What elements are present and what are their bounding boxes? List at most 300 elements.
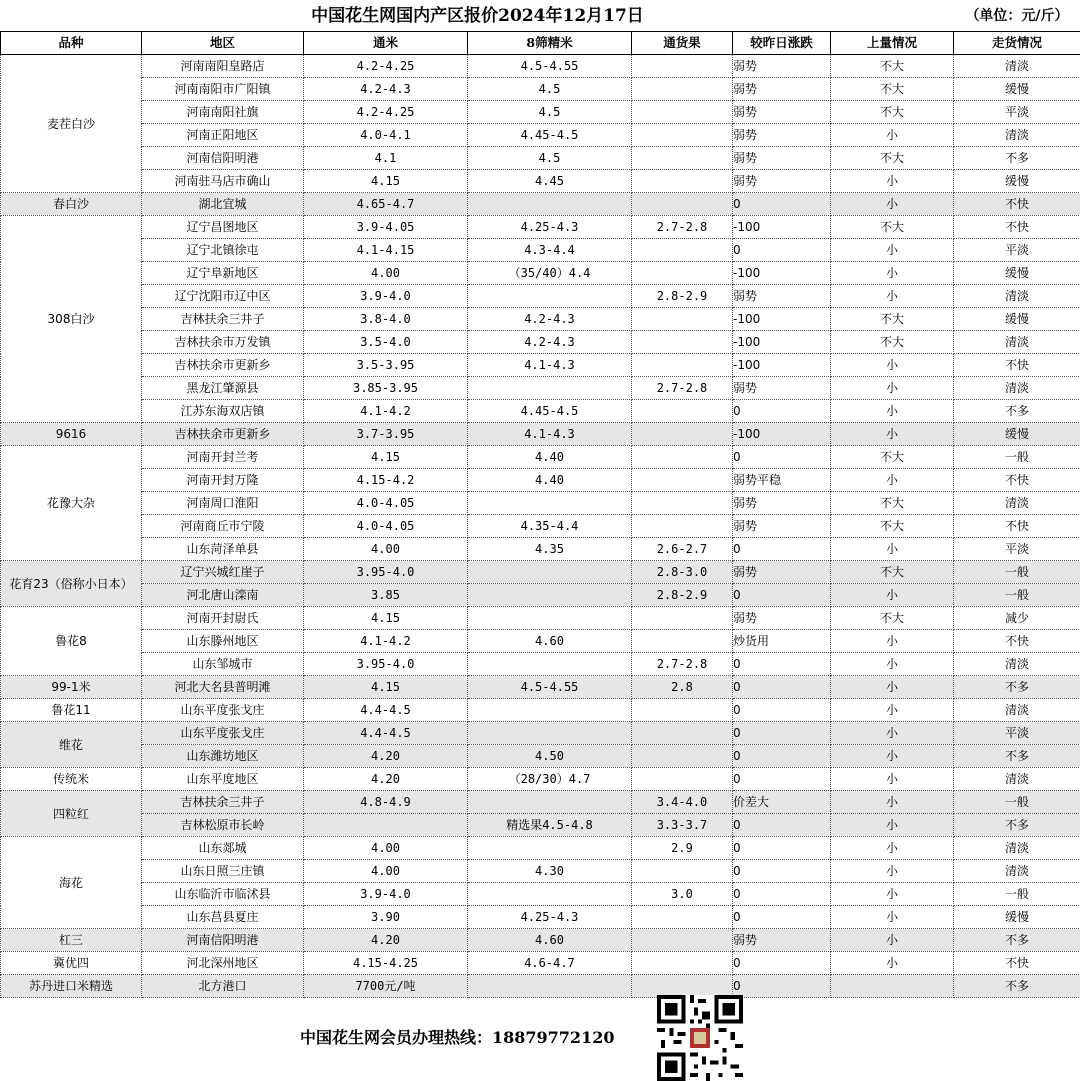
variety-cell: 花豫大杂	[1, 446, 142, 561]
region-cell: 辽宁阜新地区	[142, 262, 304, 285]
region-cell: 吉林松原市长岭	[142, 814, 304, 837]
tongmi-cell: 4.1-4.2	[304, 400, 468, 423]
demand-cell: 清淡	[954, 331, 1080, 354]
change-cell: 弱势平稳	[733, 469, 831, 492]
tongmi-cell: 4.1-4.15	[304, 239, 468, 262]
supply-cell: 不大	[831, 101, 954, 124]
8sieve-cell: 4.25-4.3	[468, 216, 632, 239]
table-row	[1, 653, 1080, 676]
8sieve-cell: 4.25-4.3	[468, 906, 632, 929]
tongmi-cell: 4.15-4.25	[304, 952, 468, 975]
table-row	[1, 377, 1080, 400]
change-cell: 0	[733, 883, 831, 906]
8sieve-cell: 4.50	[468, 745, 632, 768]
tongmi-cell: 4.2-4.25	[304, 101, 468, 124]
table-row	[1, 423, 1080, 446]
supply-cell: 不大	[831, 331, 954, 354]
change-cell: 0	[733, 193, 831, 216]
8sieve-cell: 4.2-4.3	[468, 331, 632, 354]
tongmi-cell: 4.8-4.9	[304, 791, 468, 814]
tonghuoguo-cell	[632, 423, 733, 446]
8sieve-cell	[468, 837, 632, 860]
price-table	[0, 31, 1080, 998]
change-cell: 弱势	[733, 170, 831, 193]
region-cell: 河南南阳社旗	[142, 101, 304, 124]
region-cell: 山东临沂市临沭县	[142, 883, 304, 906]
variety-cell: 苏丹进口米精选	[1, 975, 142, 998]
supply-cell: 小	[831, 239, 954, 262]
region-cell: 江苏东海双店镇	[142, 400, 304, 423]
demand-cell: 平淡	[954, 239, 1080, 262]
demand-cell: 缓慢	[954, 170, 1080, 193]
tongmi-cell: 4.20	[304, 929, 468, 952]
8sieve-cell: 4.40	[468, 446, 632, 469]
region-cell: 吉林扶余市更新乡	[142, 354, 304, 377]
demand-cell: 清淡	[954, 285, 1080, 308]
change-cell: -100	[733, 331, 831, 354]
supply-cell: 不大	[831, 78, 954, 101]
region-cell: 河南开封万隆	[142, 469, 304, 492]
table-row	[1, 584, 1080, 607]
change-cell: 0	[733, 837, 831, 860]
tongmi-cell: 3.5-4.0	[304, 331, 468, 354]
8sieve-cell: 4.5	[468, 78, 632, 101]
tongmi-cell: 3.8-4.0	[304, 308, 468, 331]
change-cell: 0	[733, 676, 831, 699]
table-row	[1, 676, 1080, 699]
region-cell: 河北大名县普明滩	[142, 676, 304, 699]
8sieve-cell: （28/30）4.7	[468, 768, 632, 791]
supply-cell: 小	[831, 400, 954, 423]
change-cell: 0	[733, 860, 831, 883]
8sieve-cell: 4.5	[468, 101, 632, 124]
change-cell: 弱势	[733, 285, 831, 308]
tongmi-cell: 4.1	[304, 147, 468, 170]
tongmi-cell: 4.4-4.5	[304, 699, 468, 722]
demand-cell: 平淡	[954, 722, 1080, 745]
change-cell: 弱势	[733, 78, 831, 101]
8sieve-cell: 4.5	[468, 147, 632, 170]
variety-cell: 99-1米	[1, 676, 142, 699]
tonghuoguo-cell	[632, 239, 733, 262]
demand-cell: 不快	[954, 216, 1080, 239]
change-cell: -100	[733, 308, 831, 331]
8sieve-cell: 4.45-4.5	[468, 124, 632, 147]
region-cell: 河北深州地区	[142, 952, 304, 975]
change-cell: 弱势	[733, 147, 831, 170]
tonghuoguo-cell	[632, 354, 733, 377]
table-row	[1, 883, 1080, 906]
tonghuoguo-cell	[632, 308, 733, 331]
8sieve-cell: 4.60	[468, 630, 632, 653]
supply-cell: 小	[831, 676, 954, 699]
8sieve-cell	[468, 285, 632, 308]
header-variety: 品种	[1, 32, 142, 55]
supply-cell: 小	[831, 538, 954, 561]
tongmi-cell: 3.90	[304, 906, 468, 929]
table-row	[1, 239, 1080, 262]
table-row	[1, 561, 1080, 584]
demand-cell: 不多	[954, 975, 1080, 998]
table-row	[1, 216, 1080, 239]
demand-cell: 缓慢	[954, 262, 1080, 285]
8sieve-cell: 4.1-4.3	[468, 354, 632, 377]
demand-cell: 清淡	[954, 837, 1080, 860]
supply-cell: 小	[831, 883, 954, 906]
table-row	[1, 906, 1080, 929]
header-region: 地区	[142, 32, 304, 55]
table-row	[1, 101, 1080, 124]
tongmi-cell: 4.0-4.05	[304, 515, 468, 538]
demand-cell: 缓慢	[954, 78, 1080, 101]
demand-cell: 不多	[954, 400, 1080, 423]
variety-cell: 9616	[1, 423, 142, 446]
supply-cell: 不大	[831, 561, 954, 584]
table-row	[1, 607, 1080, 630]
demand-cell: 不多	[954, 676, 1080, 699]
supply-cell: 小	[831, 423, 954, 446]
variety-cell: 308白沙	[1, 216, 142, 423]
supply-cell: 小	[831, 906, 954, 929]
demand-cell: 清淡	[954, 768, 1080, 791]
tonghuoguo-cell	[632, 745, 733, 768]
demand-cell: 不快	[954, 193, 1080, 216]
supply-cell: 小	[831, 791, 954, 814]
table-row	[1, 722, 1080, 745]
tonghuoguo-cell: 3.0	[632, 883, 733, 906]
demand-cell: 一般	[954, 584, 1080, 607]
8sieve-cell: 4.1-4.3	[468, 423, 632, 446]
table-row	[1, 952, 1080, 975]
tongmi-cell: 4.00	[304, 538, 468, 561]
region-cell: 吉林扶余三井子	[142, 791, 304, 814]
8sieve-cell: 4.45-4.5	[468, 400, 632, 423]
change-cell: 0	[733, 653, 831, 676]
demand-cell: 清淡	[954, 653, 1080, 676]
supply-cell: 不大	[831, 446, 954, 469]
region-cell: 山东滕州地区	[142, 630, 304, 653]
table-row	[1, 630, 1080, 653]
demand-cell: 不多	[954, 814, 1080, 837]
demand-cell: 一般	[954, 561, 1080, 584]
tongmi-cell: 4.15	[304, 607, 468, 630]
header-tonghuoguo: 通货果	[632, 32, 733, 55]
region-cell: 河南开封尉氏	[142, 607, 304, 630]
tongmi-cell: 4.15	[304, 170, 468, 193]
tongmi-cell: 3.85	[304, 584, 468, 607]
8sieve-cell	[468, 791, 632, 814]
8sieve-cell	[468, 377, 632, 400]
supply-cell: 不大	[831, 216, 954, 239]
tonghuoguo-cell: 2.7-2.8	[632, 216, 733, 239]
tonghuoguo-cell	[632, 860, 733, 883]
demand-cell: 清淡	[954, 699, 1080, 722]
header-8sieve: 8筛精米	[468, 32, 632, 55]
change-cell: 弱势	[733, 124, 831, 147]
change-cell: 弱势	[733, 55, 831, 78]
tonghuoguo-cell	[632, 147, 733, 170]
table-row	[1, 791, 1080, 814]
region-cell: 山东平度张戈庄	[142, 699, 304, 722]
tonghuoguo-cell	[632, 193, 733, 216]
region-cell: 河南正阳地区	[142, 124, 304, 147]
tongmi-cell: 4.0-4.1	[304, 124, 468, 147]
demand-cell: 不快	[954, 354, 1080, 377]
demand-cell: 平淡	[954, 538, 1080, 561]
table-body	[1, 55, 1080, 998]
variety-cell: 维花	[1, 722, 142, 768]
change-cell: 弱势	[733, 929, 831, 952]
region-cell: 河南信阳明港	[142, 147, 304, 170]
table-row	[1, 170, 1080, 193]
tonghuoguo-cell: 2.7-2.8	[632, 377, 733, 400]
supply-cell: 不大	[831, 308, 954, 331]
change-cell: 0	[733, 975, 831, 998]
table-row	[1, 492, 1080, 515]
tongmi-cell: 3.5-3.95	[304, 354, 468, 377]
8sieve-cell: 精选果4.5-4.8	[468, 814, 632, 837]
supply-cell: 小	[831, 193, 954, 216]
tonghuoguo-cell: 2.8-3.0	[632, 561, 733, 584]
variety-cell: 传统米	[1, 768, 142, 791]
table-row	[1, 55, 1080, 78]
variety-cell: 春白沙	[1, 193, 142, 216]
region-cell: 山东菏泽单县	[142, 538, 304, 561]
tonghuoguo-cell	[632, 699, 733, 722]
table-row	[1, 745, 1080, 768]
region-cell: 河南驻马店市确山	[142, 170, 304, 193]
tonghuoguo-cell: 3.4-4.0	[632, 791, 733, 814]
demand-cell: 不快	[954, 469, 1080, 492]
table-row	[1, 929, 1080, 952]
8sieve-cell: 4.35-4.4	[468, 515, 632, 538]
variety-cell: 鲁花8	[1, 607, 142, 676]
table-row	[1, 285, 1080, 308]
tonghuoguo-cell	[632, 722, 733, 745]
tongmi-cell: 4.00	[304, 837, 468, 860]
tongmi-cell: 4.00	[304, 262, 468, 285]
table-row	[1, 78, 1080, 101]
demand-cell: 清淡	[954, 55, 1080, 78]
8sieve-cell: 4.2-4.3	[468, 308, 632, 331]
table-row	[1, 308, 1080, 331]
supply-cell: 小	[831, 262, 954, 285]
8sieve-cell: 4.5-4.55	[468, 676, 632, 699]
table-row	[1, 814, 1080, 837]
tonghuoguo-cell: 2.8-2.9	[632, 584, 733, 607]
tongmi-cell: 4.20	[304, 768, 468, 791]
8sieve-cell: 4.40	[468, 469, 632, 492]
tonghuoguo-cell	[632, 607, 733, 630]
title-row	[0, 0, 1080, 33]
tonghuoguo-cell	[632, 78, 733, 101]
tongmi-cell	[304, 814, 468, 837]
table-row	[1, 538, 1080, 561]
tongmi-cell: 4.65-4.7	[304, 193, 468, 216]
region-cell: 辽宁兴城红崖子	[142, 561, 304, 584]
region-cell: 吉林扶余市更新乡	[142, 423, 304, 446]
supply-cell: 小	[831, 354, 954, 377]
region-cell: 吉林扶余三井子	[142, 308, 304, 331]
change-cell: 弱势	[733, 377, 831, 400]
supply-cell: 小	[831, 952, 954, 975]
change-cell: -100	[733, 354, 831, 377]
footer	[0, 991, 1080, 1079]
tongmi-cell: 3.7-3.95	[304, 423, 468, 446]
variety-cell: 鲁花11	[1, 699, 142, 722]
supply-cell: 小	[831, 377, 954, 400]
8sieve-cell	[468, 607, 632, 630]
tongmi-cell: 4.20	[304, 745, 468, 768]
tonghuoguo-cell	[632, 262, 733, 285]
8sieve-cell: 4.3-4.4	[468, 239, 632, 262]
change-cell: 弱势	[733, 101, 831, 124]
region-cell: 河南开封兰考	[142, 446, 304, 469]
tongmi-cell: 4.4-4.5	[304, 722, 468, 745]
change-cell: 炒货用	[733, 630, 831, 653]
8sieve-cell	[468, 584, 632, 607]
region-cell: 河南南阳市广阳镇	[142, 78, 304, 101]
tongmi-cell: 4.00	[304, 860, 468, 883]
change-cell: 0	[733, 584, 831, 607]
8sieve-cell: 4.45	[468, 170, 632, 193]
variety-cell: 冀优四	[1, 952, 142, 975]
8sieve-cell: 4.35	[468, 538, 632, 561]
variety-cell: 海花	[1, 837, 142, 929]
change-cell: 0	[733, 400, 831, 423]
demand-cell: 一般	[954, 883, 1080, 906]
variety-cell: 杠三	[1, 929, 142, 952]
tongmi-cell: 3.85-3.95	[304, 377, 468, 400]
tonghuoguo-cell	[632, 446, 733, 469]
demand-cell: 不多	[954, 929, 1080, 952]
region-cell: 山东日照三庄镇	[142, 860, 304, 883]
tonghuoguo-cell	[632, 55, 733, 78]
supply-cell: 小	[831, 699, 954, 722]
change-cell: 价差大	[733, 791, 831, 814]
tonghuoguo-cell	[632, 492, 733, 515]
demand-cell: 缓慢	[954, 308, 1080, 331]
demand-cell: 缓慢	[954, 423, 1080, 446]
8sieve-cell: （35/40）4.4	[468, 262, 632, 285]
region-cell: 河南周口淮阳	[142, 492, 304, 515]
8sieve-cell: 4.30	[468, 860, 632, 883]
header-supply: 上量情况	[831, 32, 954, 55]
demand-cell: 不多	[954, 147, 1080, 170]
change-cell: 0	[733, 952, 831, 975]
tonghuoguo-cell	[632, 929, 733, 952]
header-demand: 走货情况	[954, 32, 1080, 55]
demand-cell: 不快	[954, 630, 1080, 653]
region-cell: 山东郯城	[142, 837, 304, 860]
tongmi-cell: 4.2-4.3	[304, 78, 468, 101]
tonghuoguo-cell	[632, 101, 733, 124]
tongmi-cell: 3.9-4.0	[304, 883, 468, 906]
change-cell: 0	[733, 906, 831, 929]
supply-cell: 小	[831, 469, 954, 492]
variety-cell: 花育23（俗称小日本）	[1, 561, 142, 607]
region-cell: 吉林扶余市万发镇	[142, 331, 304, 354]
demand-cell: 不快	[954, 515, 1080, 538]
supply-cell: 小	[831, 814, 954, 837]
tonghuoguo-cell	[632, 469, 733, 492]
unit-label: （单位：元/斤）	[957, 0, 1077, 32]
header-tongmi: 通米	[304, 32, 468, 55]
demand-cell: 平淡	[954, 101, 1080, 124]
demand-cell: 不快	[954, 952, 1080, 975]
tonghuoguo-cell	[632, 400, 733, 423]
header-row	[1, 32, 1080, 55]
change-cell: 0	[733, 768, 831, 791]
variety-cell: 麦茬白沙	[1, 55, 142, 193]
8sieve-cell: 4.60	[468, 929, 632, 952]
supply-cell: 不大	[831, 147, 954, 170]
table-row	[1, 147, 1080, 170]
supply-cell: 小	[831, 285, 954, 308]
tonghuoguo-cell: 2.6-2.7	[632, 538, 733, 561]
tonghuoguo-cell	[632, 906, 733, 929]
region-cell: 山东平度张戈庄	[142, 722, 304, 745]
tonghuoguo-cell	[632, 768, 733, 791]
8sieve-cell	[468, 492, 632, 515]
change-cell: 0	[733, 699, 831, 722]
demand-cell: 一般	[954, 446, 1080, 469]
change-cell: 0	[733, 745, 831, 768]
tonghuoguo-cell: 2.8-2.9	[632, 285, 733, 308]
change-cell: 弱势	[733, 561, 831, 584]
supply-cell: 不大	[831, 515, 954, 538]
change-cell: 0	[733, 538, 831, 561]
region-cell: 山东潍坊地区	[142, 745, 304, 768]
tongmi-cell: 4.2-4.25	[304, 55, 468, 78]
8sieve-cell	[468, 193, 632, 216]
8sieve-cell	[468, 653, 632, 676]
table-row	[1, 400, 1080, 423]
change-cell: 弱势	[733, 492, 831, 515]
region-cell: 河北唐山滦南	[142, 584, 304, 607]
tonghuoguo-cell: 3.3-3.7	[632, 814, 733, 837]
region-cell: 山东莒县夏庄	[142, 906, 304, 929]
tongmi-cell: 7700元/吨	[304, 975, 468, 998]
table-row	[1, 331, 1080, 354]
table-row	[1, 699, 1080, 722]
tongmi-cell: 3.9-4.05	[304, 216, 468, 239]
tonghuoguo-cell: 2.7-2.8	[632, 653, 733, 676]
region-cell: 辽宁沈阳市辽中区	[142, 285, 304, 308]
change-cell: 弱势	[733, 515, 831, 538]
demand-cell: 不多	[954, 745, 1080, 768]
demand-cell: 清淡	[954, 860, 1080, 883]
table-row	[1, 860, 1080, 883]
tonghuoguo-cell	[632, 515, 733, 538]
supply-cell: 小	[831, 929, 954, 952]
supply-cell: 小	[831, 745, 954, 768]
table-row	[1, 446, 1080, 469]
supply-cell: 不大	[831, 492, 954, 515]
qr-code-icon	[657, 995, 743, 1081]
supply-cell: 小	[831, 722, 954, 745]
supply-cell: 小	[831, 653, 954, 676]
supply-cell: 小	[831, 170, 954, 193]
region-cell: 辽宁昌图地区	[142, 216, 304, 239]
supply-cell: 小	[831, 584, 954, 607]
region-cell: 河南商丘市宁陵	[142, 515, 304, 538]
change-cell: -100	[733, 216, 831, 239]
table-row	[1, 469, 1080, 492]
region-cell: 湖北宜城	[142, 193, 304, 216]
tonghuoguo-cell: 2.9	[632, 837, 733, 860]
change-cell: 0	[733, 239, 831, 262]
